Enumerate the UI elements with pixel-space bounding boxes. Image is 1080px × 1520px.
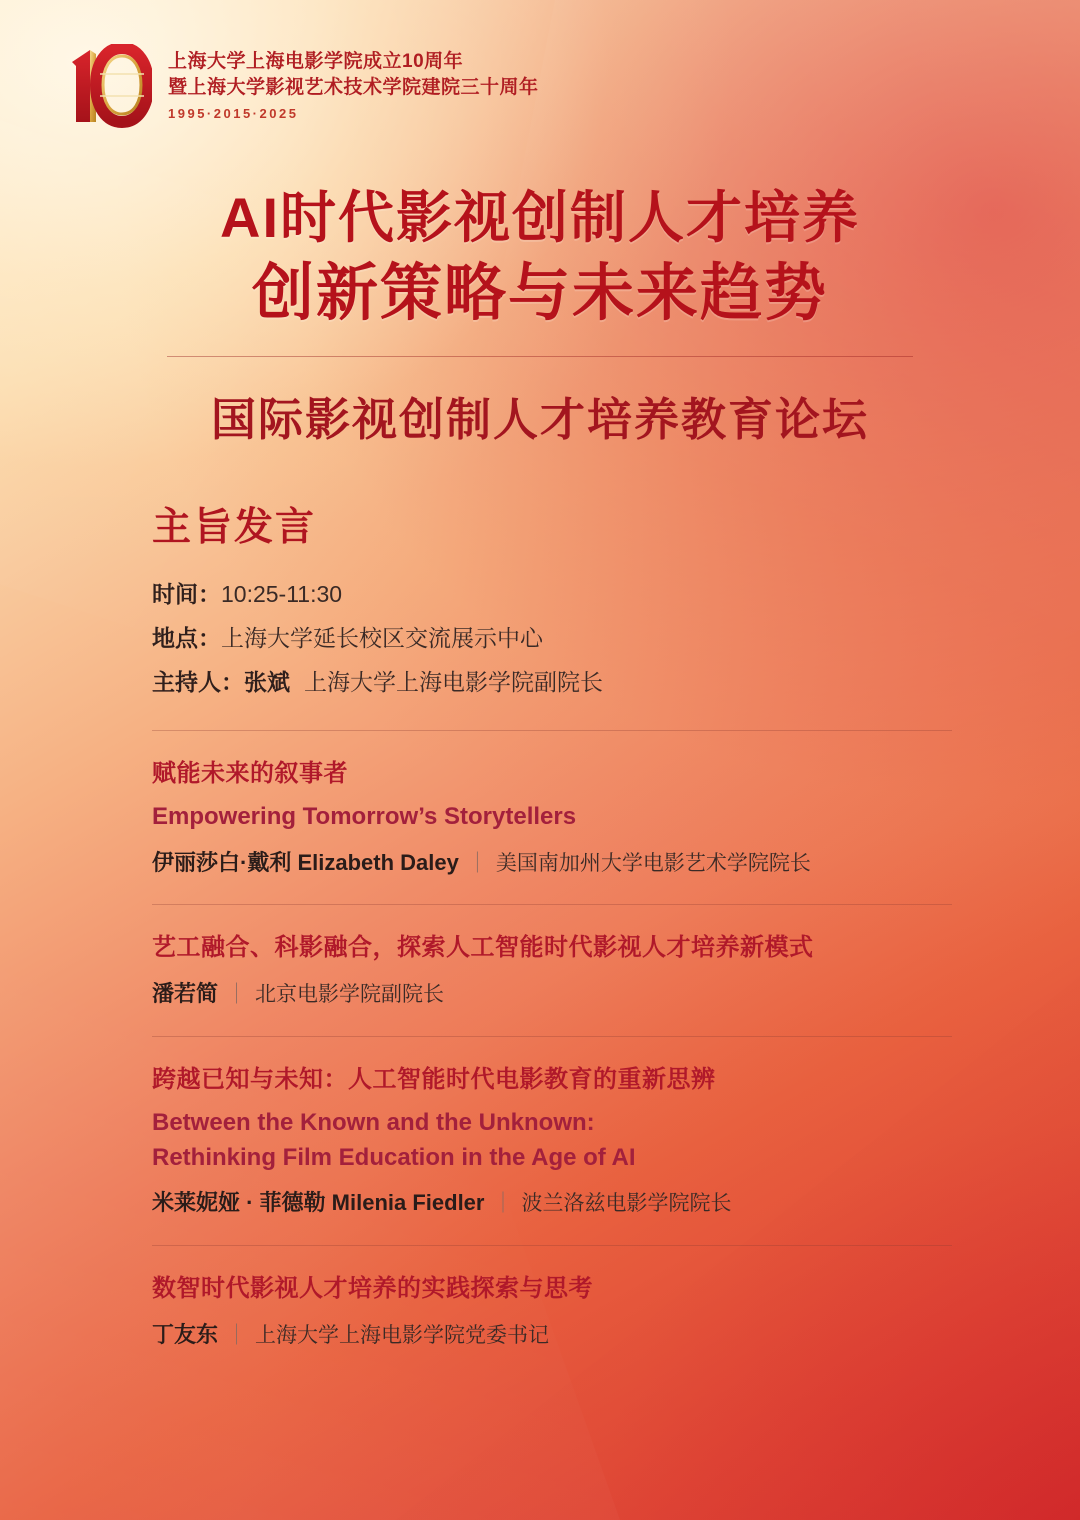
talk-title-en: Empowering Tomorrow’s Storytellers	[152, 802, 577, 830]
session-meta	[152, 580, 952, 698]
talk-title-cn: 跨越已知与未知：人工智能时代电影教育的重新思辨	[152, 1065, 716, 1093]
meta-host-name: 张斌	[244, 668, 290, 695]
talk-speaker	[152, 1320, 952, 1351]
speaker-affiliation: 上海大学上海电影学院党委书记	[255, 1323, 550, 1347]
talk-title-cn: 艺工融合、科影融合，探索人工智能时代影视人才培养新模式	[152, 934, 814, 962]
talk-item	[152, 1037, 952, 1245]
talk-title-en-line-2: Rethinking Film Education in the Age of AI	[152, 1143, 636, 1171]
meta-host-label: 主持人：	[152, 668, 244, 695]
speaker-name: 伊丽莎白·戴利 Elizabeth Daley	[152, 849, 459, 875]
speaker-separator: ｜	[466, 851, 488, 875]
speaker-name: 丁友东	[152, 1321, 219, 1347]
title-line-1: AI时代影视创制人才培养	[220, 186, 860, 249]
poster-title-block	[0, 185, 1080, 448]
speaker-name: 米莱妮娅 · 菲德勒 Milenia Fiedler	[152, 1190, 485, 1216]
talk-item	[152, 731, 952, 904]
speaker-separator: ｜	[226, 1323, 248, 1347]
meta-row-host	[152, 668, 952, 698]
logo-years: 1995·2015·2025	[168, 105, 299, 121]
talk-speaker	[152, 979, 952, 1010]
logo-10-mark-icon	[66, 44, 152, 128]
title-line-2: 创新策略与未来趋势	[251, 259, 828, 329]
title-divider	[167, 356, 913, 357]
poster-subtitle: 国际影视创制人才培养教育论坛	[210, 394, 869, 446]
talk-speaker	[152, 848, 952, 879]
speaker-affiliation: 波兰洛兹电影学院院长	[521, 1192, 732, 1216]
meta-row-time	[152, 580, 952, 610]
meta-place-value: 上海大学延长校区交流展示中心	[221, 624, 543, 651]
talk-item	[152, 1246, 952, 1377]
talk-title-cn: 赋能未来的叙事者	[152, 760, 348, 787]
speaker-separator: ｜	[492, 1192, 514, 1216]
talk-title-cn: 数智时代影视人才培养的实践探索与思考	[152, 1275, 593, 1303]
talk-item	[152, 905, 952, 1036]
logo-line-1: 上海大学上海电影学院成立10周年	[168, 51, 464, 72]
anniversary-logo	[66, 44, 539, 128]
meta-host-affiliation: 上海大学上海电影学院副院长	[304, 668, 603, 695]
talk-list	[152, 730, 952, 1377]
session-block	[152, 496, 952, 698]
logo-text-block	[168, 44, 539, 121]
meta-row-place	[152, 624, 952, 654]
talk-speaker	[152, 1188, 952, 1219]
speaker-affiliation: 北京电影学院副院长	[255, 983, 445, 1007]
talk-title-en: Between the Known and the Unknown:	[152, 1108, 595, 1136]
speaker-separator: ｜	[226, 983, 248, 1007]
speaker-affiliation: 美国南加州大学电影艺术学院院长	[495, 851, 811, 875]
meta-time-label: 时间：	[152, 581, 221, 607]
session-heading: 主旨发言	[152, 506, 317, 549]
meta-time-value: 10:25-11:30	[221, 581, 343, 607]
logo-line-2: 暨上海大学影视艺术技术学院建院三十周年	[168, 76, 539, 98]
speaker-name: 潘若简	[152, 981, 219, 1007]
meta-place-label: 地点：	[152, 624, 221, 651]
